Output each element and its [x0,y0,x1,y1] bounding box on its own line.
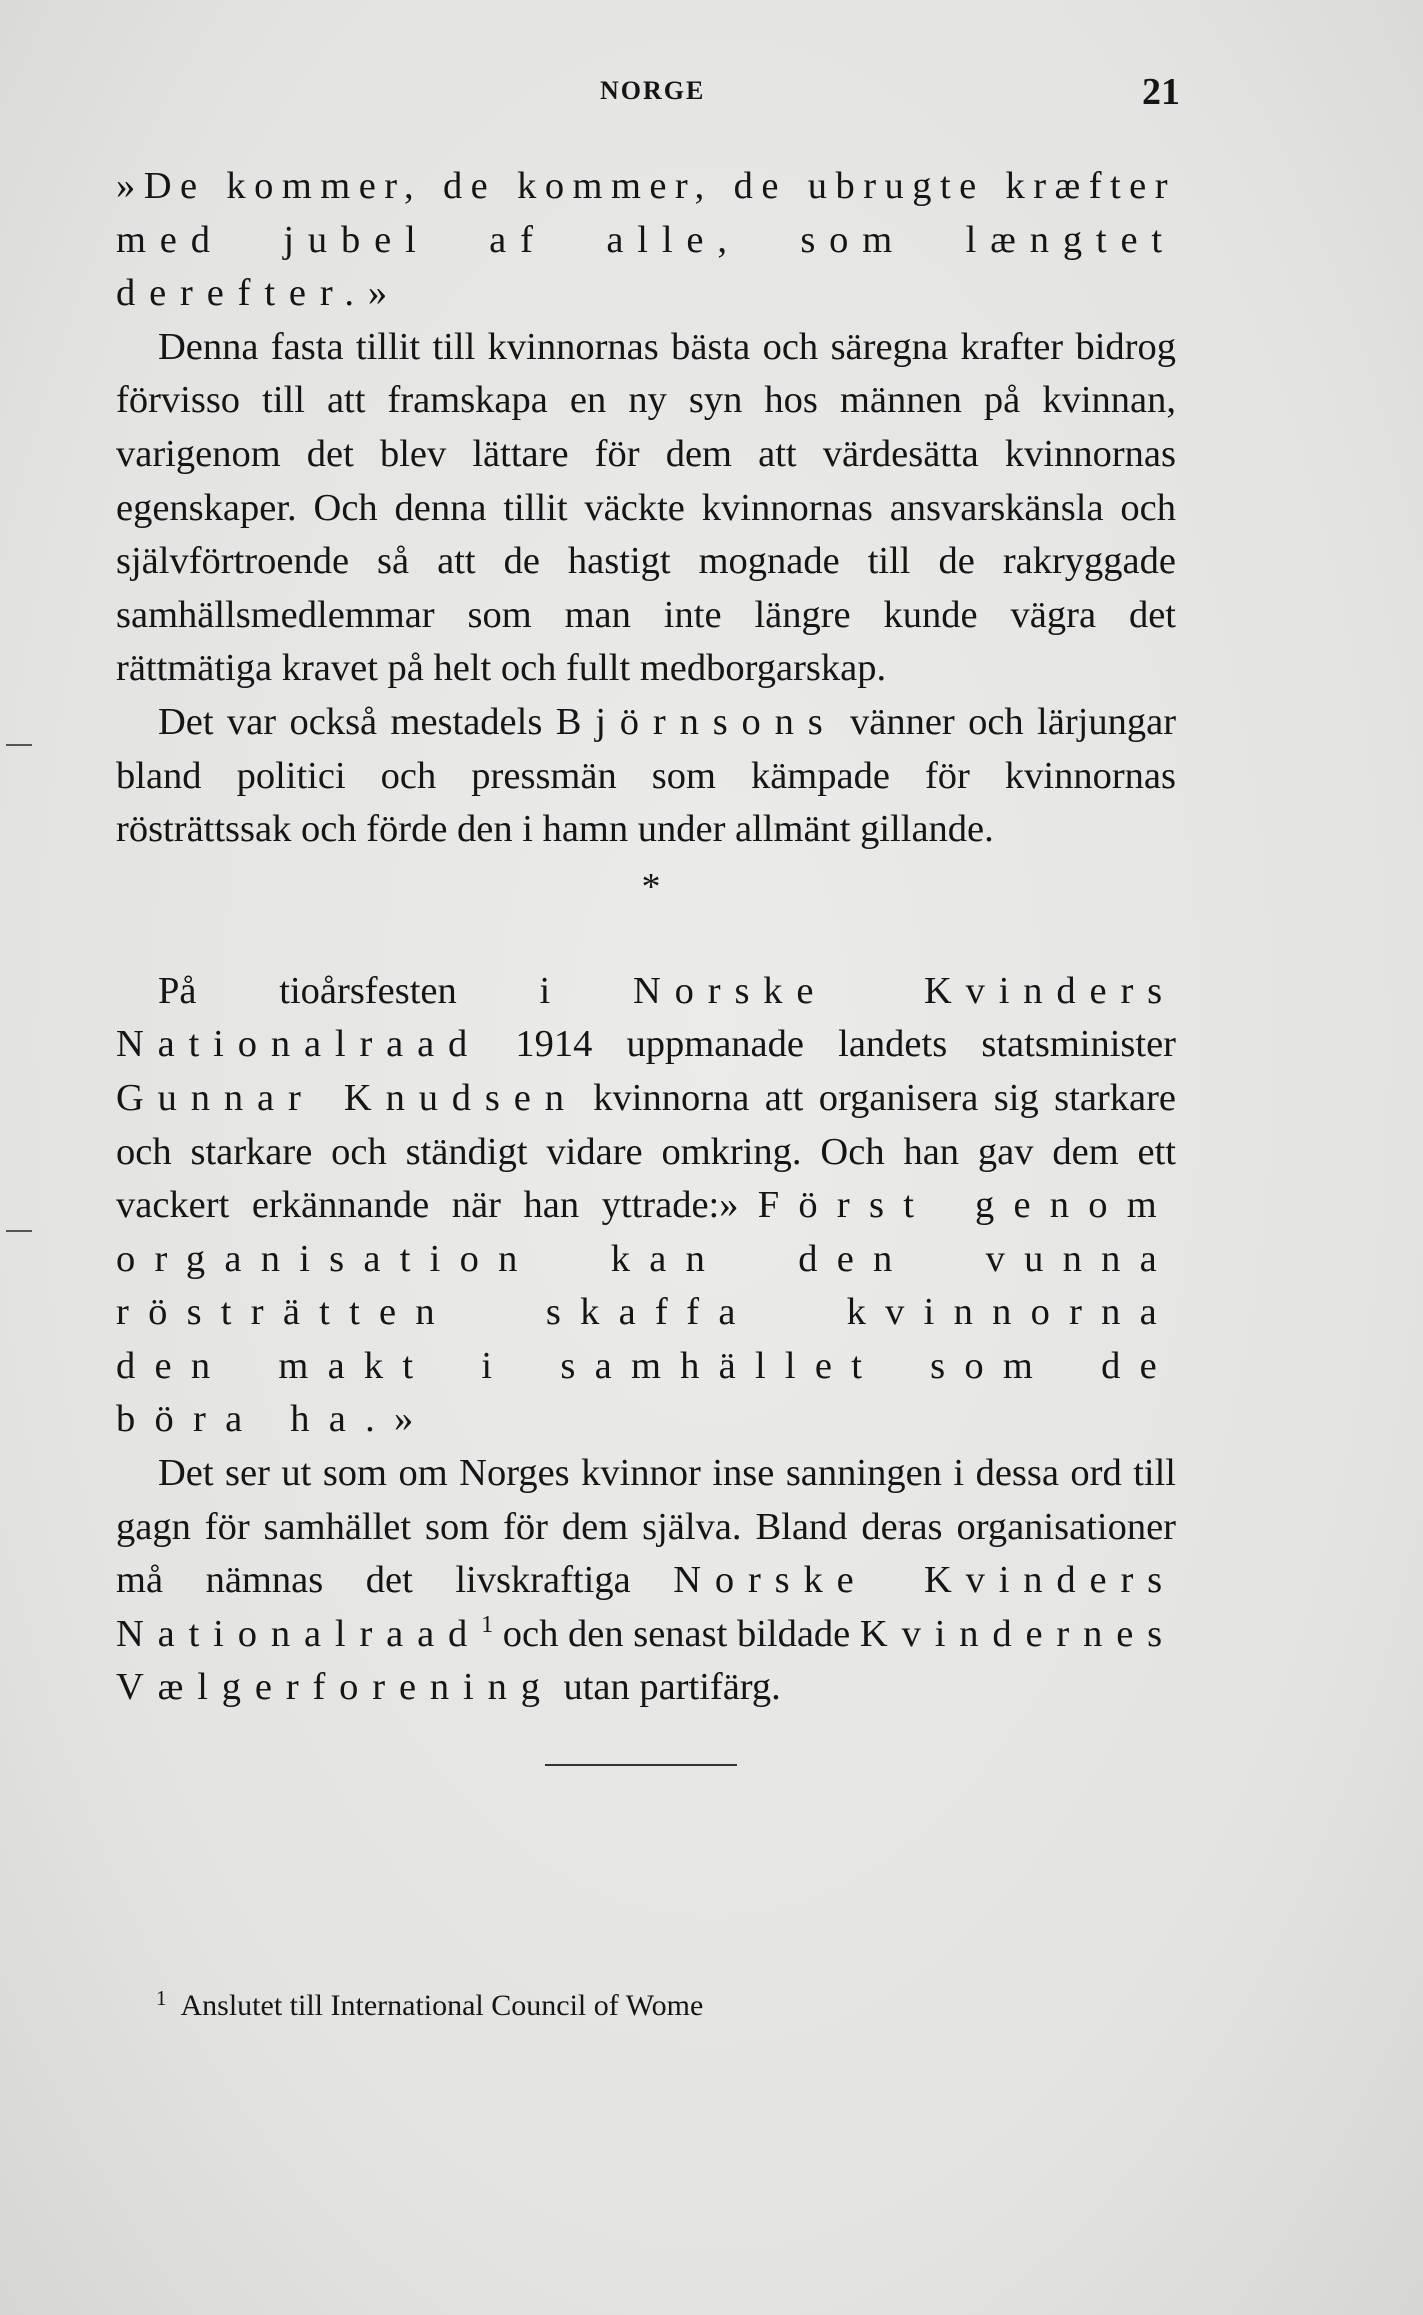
name-bjornson: Björnsons [555,700,837,743]
page-number: 21 [1142,71,1180,113]
body-text [116,160,1176,1715]
org-name-vaelgerforening: Kvindernes Vælgerforening [116,1612,1177,1709]
footnote-text: Anslutet till International Council of Wome [180,1989,704,2022]
margin-mark [6,1230,32,1232]
org-name-nationalraad-2: Norske Kvinders Nationalraad [116,1559,1176,1655]
footnote-rule [545,1764,737,1766]
paragraph-knudsen [116,965,1176,1447]
p3-text-b: vänner och lärjungar bland politici och pressmän som kämpade för kvinnornas rösträttssak och förde den i hamn under allmänt gillande. [116,700,1177,851]
p5-text-c: utan partifärg. [563,1666,781,1709]
p5-text-b: och den senast bildade [502,1612,851,1655]
footnote-reference[interactable]: 1 [481,1611,494,1638]
paragraph-trust: Denna fasta tillit till kvinnornas bästa och säregna krafter bidrog förvisso till att framskapa en ny syn hos männen på kvinnan, varigenom det blev lättare för dem att värdesätta kvinnornas egenskaper. Och denna tillit väckte kvinnornas ansvarskänsla och självförtroende så att de hastigt mognade till de rakryggade samhällsmedlemmar som man inte längre kunde vägra det rättmätiga kravet på helt och fullt medborgarskap. [116,325,1176,690]
footnote [156,1988,703,2024]
quote-line-1: »De kommer, de kommer, de ubrugte kræfter [116,165,1176,207]
p5-text-a: Det ser ut som om Norges kvinnor inse sanningen i dessa ord till gagn för samhället som för dem själva. Bland deras organisationer må nämnas det livskraftiga [116,1452,1176,1602]
running-head: NORGE [600,76,706,105]
quote-line-2-text: med jubel af alle, som længtet derefter.» [116,218,1176,315]
name-knudsen: Gunnar Knudsen [116,1076,578,1119]
paragraph-bjornson [116,696,1176,857]
page-header [0,70,1423,120]
section-separator: * [641,865,661,908]
org-name-nationalraad: Norske Kvinders Nationalraad [116,969,1176,1066]
margin-mark [6,744,32,746]
p4-text-a: På tioårsfesten i [158,969,551,1012]
paragraph-organisations [116,1447,1176,1715]
p3-text-a: Det var också mestadels [158,700,543,743]
p4-text-c: kvinnorna att organisera sig starkare och starkare och ständigt vidare omkring. Och han gav dem ett vackert erkännande när han yttrade: [116,1076,1176,1227]
quote-line-2 [116,214,1176,321]
knudsen-quote: »Först genom organisation kan den vunna rösträtten skaffa kvinnorna den makt i samhället som de böra ha.» [116,1184,1176,1441]
footnote-marker: 1 [156,1986,167,2010]
p4-text-b: 1914 uppmanade landets statsminister [515,1023,1177,1066]
